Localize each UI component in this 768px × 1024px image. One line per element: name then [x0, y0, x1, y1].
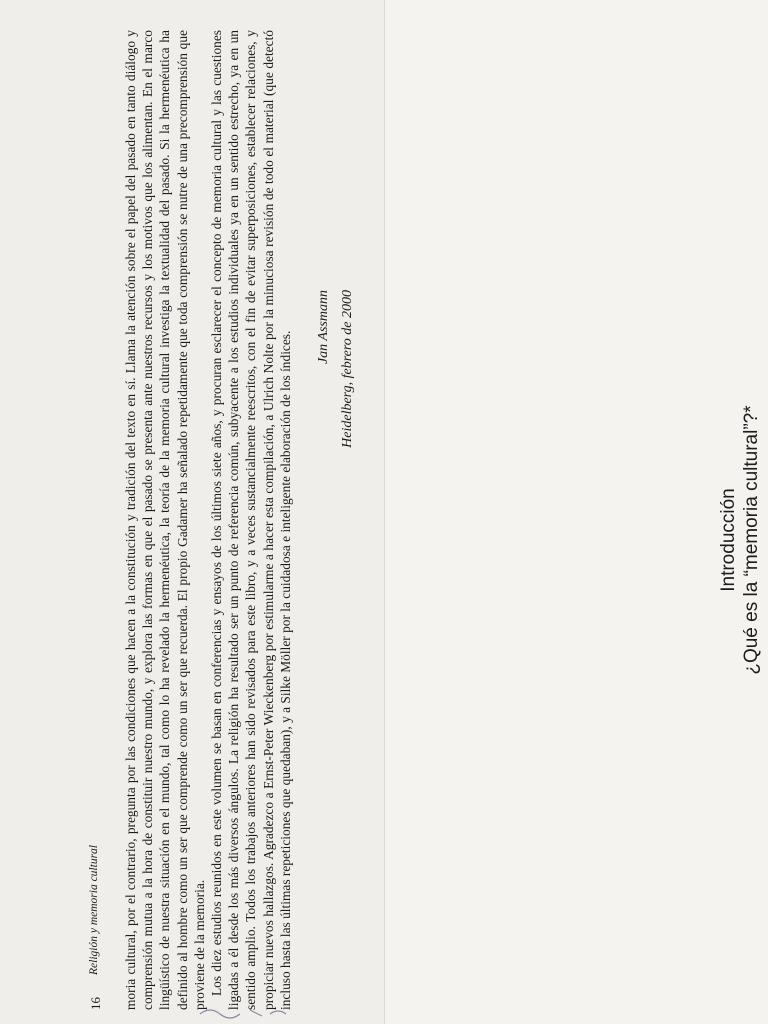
signature-name: Jan Assmann — [316, 290, 332, 365]
pencil-mark-icon — [0, 1000, 384, 1024]
chapter-label: Introducción — [718, 488, 739, 592]
right-page-content — [717, 30, 768, 1010]
left-page-header — [88, 30, 104, 1010]
signature-place-date: Heidelberg, febrero de 2000 — [340, 290, 356, 448]
chapter-heading — [717, 30, 763, 1010]
left-body-text — [122, 30, 294, 1010]
left-page-content — [88, 30, 378, 1010]
author-signature — [312, 30, 360, 1010]
page-number: 16 — [88, 997, 103, 1010]
right-page — [384, 0, 768, 1024]
paragraph: Los diez estudios reunidos en este volumen se basan en conferencias y ensayos de los últimos siete años, y procuran esclarecer el concepto de memoria cultural y las cuestiones ligadas a él desde los más diversos ángulos. La religión ha resultado ser un punto de referencia común, subyacente a los estudios individuales ya en un sentido estrecho, ya en un sentido amplio. Todos los trabajos anteriores han sido revisados para este libro, y a veces sustancialmente reescritos, con el fin de evitar superposiciones, establecer relaciones, y propiciar nuevos hallazgos. Agradezco a Ernst-Peter Wieckenberg por estimularme a hacer esta compilación, a Ulrich Nolte por la minuciosa revisión de todo el material (que detectó incluso hasta las últimas repeticiones que quedaban), y a Silke Möller por la cuidadosa e inteligente elaboración de los índices. — [209, 30, 293, 1010]
chapter-title: ¿Qué es la “memoria cultural”?* — [741, 405, 762, 675]
running-head: Religión y memoria cultural — [88, 845, 100, 975]
paragraph: moria cultural, por el contrario, pregunta por las condiciones que hacen a la constitución y tradición del texto en sí. Llama la atención sobre el papel del pasado en tanto diálogo y comprensión mutua a la hora de constituir nuestro mundo, y explora las formas en que el pasado se presenta ante nuestros recursos y los motivos que los alimentan. En el marco lingüístico de nuestra situación en el mundo, tal como lo ha revelado la hermenéutica, la teoría de la memoria cultural investiga la textualidad del pasado. Si la hermenéutica ha definido al hombre como un ser que comprende como un ser que recuerda. El propio Gadamer ha señalado repetidamente que toda comprensión se nutre de una precomprensión que proviene de la memoria. — [123, 30, 207, 1010]
